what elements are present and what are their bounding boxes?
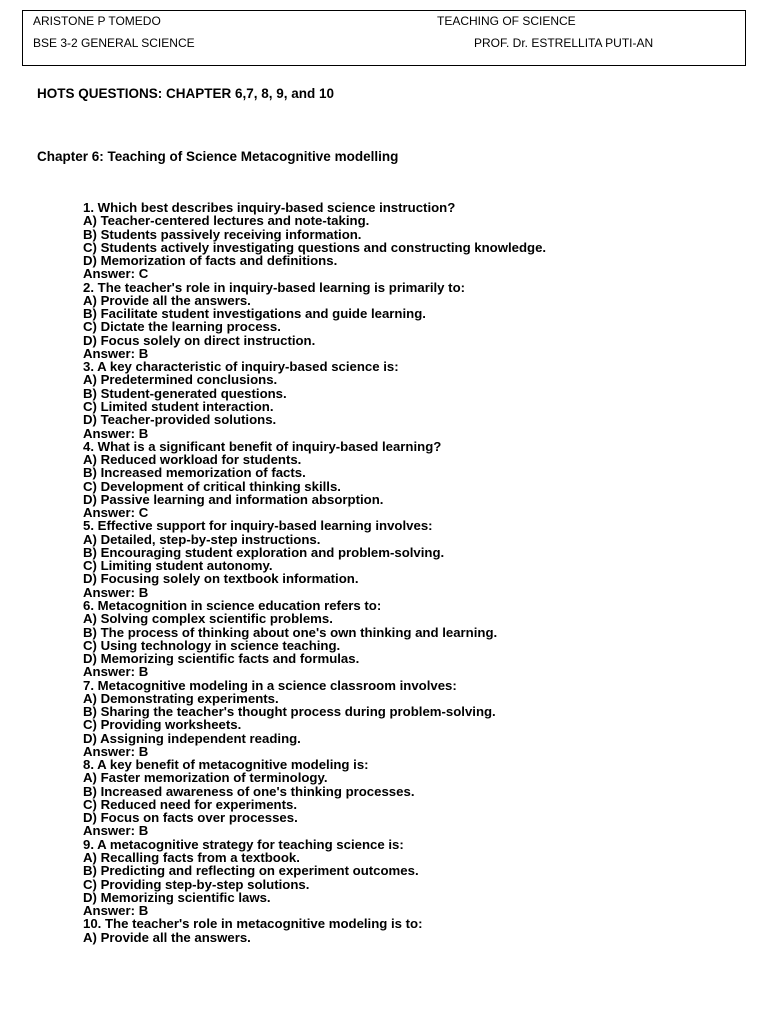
question-line: C) Using technology in science teaching.	[83, 637, 341, 653]
question-line: D) Focusing solely on textbook information.	[83, 571, 359, 587]
question-line: B) Facilitate student investigations and guide learning.	[83, 306, 426, 322]
question-line: Answer: B	[83, 664, 149, 680]
question-line: C) Limiting student autonomy.	[83, 558, 273, 574]
question-line: C) Reduced need for experiments.	[83, 796, 297, 812]
question-line: D) Memorizing scientific facts and formulas.	[83, 651, 360, 667]
question-line: Answer: B	[83, 425, 149, 441]
question-line: B) The process of thinking about one's own thinking and learning.	[83, 624, 498, 640]
question-line: 1. Which best describes inquiry-based science instruction?	[83, 200, 456, 215]
question-line: 5. Effective support for inquiry-based learning involves:	[83, 518, 433, 534]
question-line: 8. A key benefit of metacognitive modeling is:	[83, 757, 369, 773]
question-line: C) Students actively investigating questions and constructing knowledge.	[83, 239, 547, 255]
question-line: 10. The teacher's role in metacognitive modeling is to:	[83, 916, 423, 932]
question-list	[83, 201, 723, 944]
question-line: Answer: B	[83, 903, 149, 919]
question-line: Answer: B	[83, 743, 149, 759]
question-line: C) Limited student interaction.	[83, 398, 274, 414]
chapter-title: Chapter 6: Teaching of Science Metacognitive modelling	[37, 149, 399, 164]
question-line: B) Predicting and reflecting on experiment outcomes.	[83, 863, 419, 879]
question-line: D) Passive learning and information absorption.	[83, 491, 384, 507]
question-line: D) Focus on facts over processes.	[83, 810, 298, 826]
question-line: D) Memorizing scientific laws.	[83, 889, 271, 905]
question-line: A) Solving complex scientific problems.	[83, 611, 333, 627]
course-section: BSE 3-2 GENERAL SCIENCE	[33, 36, 195, 50]
question-line: Answer: B	[83, 345, 149, 361]
professor-name: PROF. Dr. ESTRELLITA PUTI-AN	[474, 36, 654, 50]
question-line: A) Teacher-centered lectures and note-taking.	[83, 213, 370, 229]
question-line: 7. Metacognitive modeling in a science classroom involves:	[83, 677, 457, 693]
subject-title: TEACHING OF SCIENCE	[437, 14, 576, 28]
question-line: Answer: C	[83, 505, 149, 521]
question-line: A) Demonstrating experiments.	[83, 690, 279, 706]
header-box	[22, 10, 746, 66]
question-line: C) Dictate the learning process.	[83, 319, 281, 335]
question-line: D) Assigning independent reading.	[83, 730, 301, 746]
question-line: B) Sharing the teacher's thought process during problem-solving.	[83, 704, 496, 720]
question-line: A) Provide all the answers.	[83, 929, 251, 945]
question-line: C) Development of critical thinking skills.	[83, 478, 341, 494]
question-line: B) Students passively receiving information.	[83, 226, 362, 242]
question-line: D) Focus solely on direct instruction.	[83, 332, 316, 348]
question-line: Answer: B	[83, 584, 149, 600]
question-line: B) Increased awareness of one's thinking processes.	[83, 783, 415, 799]
question-line: D) Teacher-provided solutions.	[83, 412, 277, 428]
question-line: A) Provide all the answers.	[83, 292, 251, 308]
question-line: B) Encouraging student exploration and problem-solving.	[83, 544, 445, 560]
question-line: 4. What is a significant benefit of inquiry-based learning?	[83, 438, 442, 454]
question-line: 6. Metacognition in science education refers to:	[83, 597, 382, 613]
question-line: D) Memorization of facts and definitions.	[83, 253, 338, 269]
question-line: C) Providing step-by-step solutions.	[83, 876, 310, 892]
question-line: Answer: B	[83, 823, 149, 839]
question-line: A) Detailed, step-by-step instructions.	[83, 531, 321, 547]
question-line: Answer: C	[83, 266, 149, 282]
student-name: ARISTONE P TOMEDO	[33, 14, 161, 28]
question-line: C) Providing worksheets.	[83, 717, 242, 733]
question-line: B) Student-generated questions.	[83, 385, 287, 401]
question-line: 3. A key characteristic of inquiry-based science is:	[83, 359, 399, 375]
question-line: B) Increased memorization of facts.	[83, 465, 306, 481]
hots-title: HOTS QUESTIONS: CHAPTER 6,7, 8, 9, and 10	[37, 86, 335, 101]
question-line: 9. A metacognitive strategy for teaching science is:	[83, 836, 404, 852]
question-line: A) Faster memorization of terminology.	[83, 770, 328, 786]
question-line: A) Predetermined conclusions.	[83, 372, 278, 388]
question-line: 2. The teacher's role in inquiry-based learning is primarily to:	[83, 279, 466, 295]
question-line: A) Recalling facts from a textbook.	[83, 850, 300, 866]
question-line: A) Reduced workload for students.	[83, 452, 302, 468]
